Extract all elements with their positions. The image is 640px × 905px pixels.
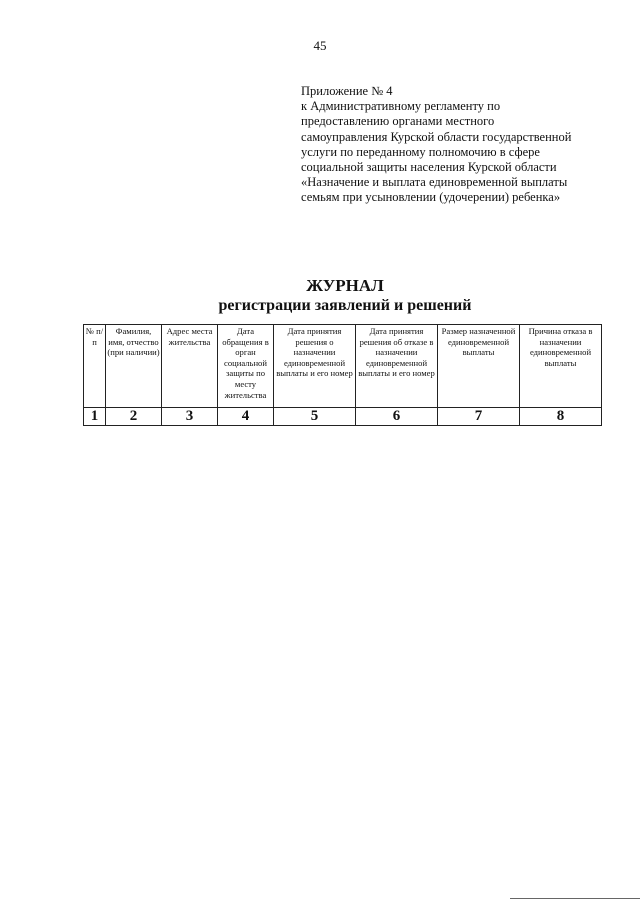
column-number-cell: 1 (84, 408, 106, 426)
appendix-line: к Административному регламенту по (301, 99, 501, 114)
journal-table (83, 324, 602, 426)
appendix-line: самоуправления Курской области государственной (301, 129, 572, 144)
header-cell: Дата принятия решения о назначении единовременной выплаты и его номер (274, 325, 356, 408)
appendix-line: предоставлению органами местного (301, 114, 495, 129)
table-header-row (84, 325, 602, 408)
column-number-cell: 8 (520, 408, 602, 426)
header-cell: Дата принятия решения об отказе в назначении единовременной выплаты и его номер (356, 325, 438, 408)
appendix-line: семьям при усыновлении (удочерении) ребенка» (301, 190, 561, 205)
column-number-cell: 3 (162, 408, 218, 426)
appendix-line: Приложение № 4 (301, 84, 393, 98)
table-column-number-row (84, 408, 602, 426)
header-cell: Причина отказа в назначении единовременной выплаты (520, 325, 602, 408)
header-cell: Фамилия, имя, отчество (при наличии) (106, 325, 162, 408)
appendix-block (301, 84, 591, 206)
column-number-cell: 7 (438, 408, 520, 426)
appendix-line: услуги по переданному полномочию в сфере (301, 144, 540, 159)
title-main: ЖУРНАЛ (306, 276, 384, 295)
header-cell: Дата обращения в орган социальной защиты по месту жительства (218, 325, 274, 408)
header-cell: Адрес места жительства (162, 325, 218, 408)
column-number-cell: 4 (218, 408, 274, 426)
header-cell: Размер назначенной единовременной выплаты (438, 325, 520, 408)
column-number-cell: 6 (356, 408, 438, 426)
bottom-rule (510, 898, 640, 899)
column-number-cell: 2 (106, 408, 162, 426)
appendix-line: социальной защиты населения Курской области (301, 160, 557, 175)
appendix-line: «Назначение и выплата единовременной выплаты (301, 175, 568, 190)
title-subtitle: регистрации заявлений и решений (218, 297, 472, 314)
header-cell: № п/п (84, 325, 106, 408)
column-number-cell: 5 (274, 408, 356, 426)
page-number: 45 (313, 38, 327, 53)
document-title (0, 276, 640, 316)
